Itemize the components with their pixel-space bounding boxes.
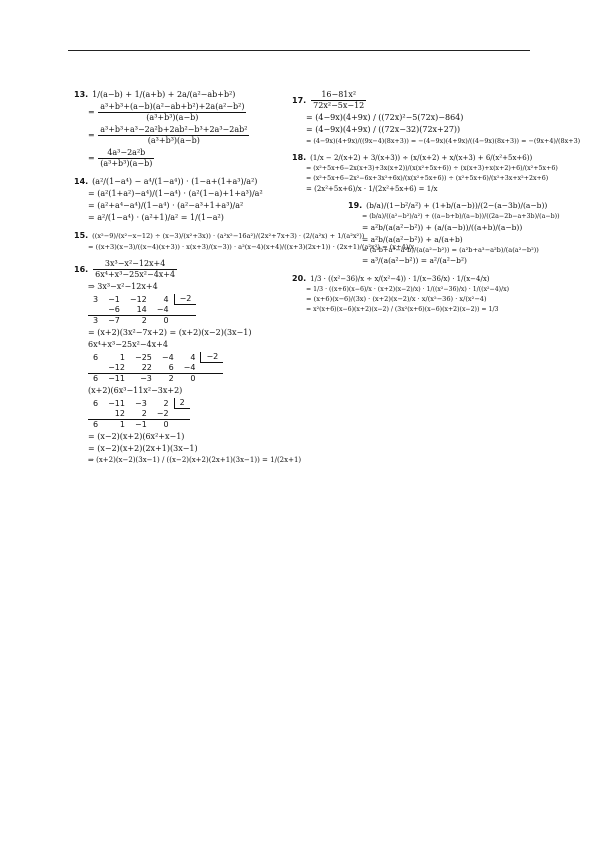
- synthetic-division: [88, 398, 190, 430]
- problem-16: [74, 259, 319, 465]
- fraction: [98, 102, 246, 123]
- step: = (x−2)(x+2)(2x+1)(3x−1): [88, 444, 198, 454]
- problem-number: 14.: [74, 177, 89, 186]
- table-cell: [88, 363, 103, 373]
- table-cell: −3: [134, 398, 147, 408]
- table-cell: 2: [163, 398, 169, 408]
- table-cell: −25: [134, 352, 152, 362]
- step: 6x⁴+x³−25x²−4x+4: [88, 340, 168, 350]
- expression: (a²/(1−a⁴) − a⁴/(1−a⁴)) · (1−a+(1+a³)/a²): [92, 177, 258, 186]
- table-cell: −7: [103, 315, 125, 326]
- table-cell: 22: [141, 363, 152, 373]
- table-cell: −2: [156, 409, 169, 419]
- step: = ((x+3)(x−3)/((x−4)(x+3)) · x(x+3)/(x−3)) · a²(x−4)(x+4)/((x+3)(2x+1)) · (2x+1)/(a²x²) = (x+4)/x: [88, 243, 415, 251]
- problem-number: 20.: [292, 273, 307, 283]
- step: = (x+6)(x−6)/(3x) · (x+2)(x−2)/x · x/(x²−36) · x/(x²−4): [306, 295, 487, 304]
- step: = (2x²+5x+6)/x · 1/(2x²+5x+6) = 1/x: [306, 184, 438, 193]
- fraction: [311, 90, 366, 111]
- table-cell: −11: [108, 398, 125, 408]
- table-cell: 4a³−2a²b: [98, 148, 154, 159]
- step: = (x−2)(x+2)(6x²+x−1): [88, 432, 185, 442]
- table-cell: 0: [179, 373, 201, 384]
- table-cell: [88, 409, 103, 419]
- table-cell: 6: [88, 373, 103, 384]
- problem-19: [292, 201, 560, 266]
- problem-number: 13.: [74, 90, 89, 99]
- step: = (a²+a⁴−a⁴)/(1−a⁴) · (a²−a³+1+a³)/a²: [88, 201, 244, 210]
- problem-20: [292, 274, 537, 314]
- step: = (b/a)/((a²−b²)/a²) + ((a−b+b)/(a−b))/((2a−2b−a+3b)/(a−b)): [362, 213, 560, 221]
- table-cell: 0: [152, 419, 174, 430]
- table-cell: 2: [157, 373, 179, 384]
- problem-18: [292, 153, 558, 193]
- table-cell: 16−81x²: [311, 90, 366, 101]
- problem-number: 19.: [348, 201, 363, 211]
- table-cell: a³+b³+a³−2a²b+2ab²−b³+2a³−2ab²: [100, 125, 248, 134]
- table-cell: −4: [183, 363, 196, 373]
- table-cell: 3: [88, 315, 103, 326]
- table-cell: (a³+b³)(a−b): [147, 136, 200, 145]
- table-cell: 4: [190, 352, 196, 362]
- table-cell: −1: [130, 419, 152, 430]
- table-cell: 14: [136, 305, 147, 315]
- table-cell: −4: [161, 352, 174, 362]
- table-cell: 72x²−5x−12: [313, 101, 365, 110]
- table-cell: 3: [93, 294, 99, 304]
- synthetic-division: [88, 294, 196, 326]
- step: = x²(x+6)(x−6)(x+2)(x−2) / (3x²(x+6)(x−6)(x+2)(x−2)) = 1/3: [306, 305, 499, 313]
- table-cell: −4: [156, 305, 169, 315]
- problem-17: [292, 90, 581, 145]
- table-cell: −3: [130, 373, 157, 384]
- step: (x+2)(6x³−11x²−3x+2): [88, 386, 183, 396]
- problem-number: 16.: [74, 264, 89, 274]
- step: ⇒ 3x³−x²−12x+4: [88, 282, 158, 292]
- table-cell: [88, 305, 103, 315]
- table-cell: 1: [119, 352, 125, 362]
- step: = (x+2)(3x²−7x+2) = (x+2)(x−2)(3x−1): [88, 328, 252, 338]
- table-cell: 2: [125, 315, 152, 326]
- table-cell: 0: [152, 315, 174, 326]
- table-cell: −2: [200, 352, 223, 363]
- synthetic-division: [88, 352, 223, 384]
- table-cell: −2: [174, 294, 197, 305]
- table-cell: 6x⁴+x³−25x²−4x+4: [95, 270, 176, 280]
- fraction: [98, 125, 249, 146]
- step: = a²b/(a(a²−b²)) + (a/(a−b))/((a+b)/(a−b)): [362, 223, 523, 233]
- step: ⇒ (x+2)(x−2)(3x−1) / ((x−2)(x+2)(2x+1)(3x−1)) = 1/(2x+1): [88, 456, 302, 465]
- table-cell: 6: [88, 419, 103, 430]
- step: = 1/3 · ((x+6)(x−6)/x · (x+2)(x−2)/x) · 1/((x²−36)/x) · 1/((x²−4)/x): [306, 285, 510, 293]
- table-cell: 6: [168, 363, 174, 373]
- expression: ((x²−9)/(x²−x−12) ÷ (x−3)/(x²+3x)) · (a²x²−16a²)/(2x²+7x+3) · (2/(a²x) + 1/(a²x²)): [92, 232, 365, 240]
- table-cell: (a³+b³)(a−b): [100, 159, 153, 168]
- table-cell: 2: [141, 409, 147, 419]
- table-cell: 12: [114, 409, 125, 419]
- table-cell: (a³+b³)(a−b): [146, 113, 199, 122]
- step: = (a²b+a³−a²b)/(a(a²−b²)) = (a²b+a³−a²b)/(a(a²−b²)): [362, 246, 539, 255]
- header-rule: [68, 50, 530, 51]
- problem-number: 18.: [292, 153, 307, 162]
- problem-number: 17.: [292, 95, 307, 105]
- expression: 1/(a−b) + 1/(a+b) + 2a/(a²−ab+b²): [92, 90, 236, 99]
- table-cell: 2: [174, 398, 190, 409]
- step: = a²b/(a(a²−b²)) + a/(a+b): [362, 234, 463, 244]
- table-cell: −12: [108, 363, 125, 373]
- table-cell: a³+b³+(a−b)(a²−ab+b²)+2a(a²−b²): [100, 102, 245, 111]
- problem-13: 13. 1/(a−b) + 1/(a+b) + 2a/(a²−ab+b²) = $\frac{\text{a³+b³+(a−b)(a²−ab+b²)+2a(a²−b²)}}{\text{(a³+b³)(a−b)}}$ = $\frac{\text{a³+b³+a³−2a²b+2ab²−b³+2a³−2ab²}}{\text{(a³+b³)(a−b)}}$ = $\frac{\text{4a³−2a²b}}{\text{(a³+b³)(a−b)}}$: [74, 90, 248, 168]
- step: = (4−9x)(4+9x) / ((72x)²−5(72x)−864): [306, 113, 464, 122]
- table-cell: −6: [108, 305, 120, 315]
- expression: 1/3 · ((x²−36)/x ÷ x/(x²−4)) · 1/(x−36/x) · 1/(x−4/x): [310, 274, 490, 283]
- step: = (a²(1+a²)−a⁴)/(1−a⁴) · (a²(1−a)+1+a³)/a²: [88, 189, 263, 198]
- step: = (x²+5x+6−2x²−6x+3x²+6x)/(x(x²+5x+6)) ÷ (x²+5x+6)/(x²+3x+x²+2x+6): [306, 174, 549, 182]
- table-cell: −11: [103, 373, 130, 384]
- problem-14: [74, 177, 319, 223]
- fraction: [98, 148, 154, 169]
- right-column: [292, 88, 581, 321]
- fraction: [93, 259, 177, 280]
- table-cell: −1: [108, 294, 120, 304]
- step: = a³/(a(a²−b²)) = a²/(a²−b²): [362, 256, 467, 266]
- expression: (b/a)/(1−b²/a²) + (1+b/(a−b))/(2−(a−3b)/(a−b)): [366, 201, 548, 211]
- problem-number: 15.: [74, 231, 89, 240]
- step: = (4−9x)(4+9x)/((9x−4)(8x+3)) = −(4−9x)(4+9x)/((4−9x)(8x+3)) = −(9x+4)/(8x+3): [306, 137, 581, 145]
- table-cell: 6: [93, 398, 99, 408]
- step: = a²/(1−a⁴) · (a²+1)/a² = 1/(1−a²): [88, 213, 224, 222]
- table-cell: 3x³−x²−12x+4: [93, 259, 177, 270]
- table-cell: 4: [163, 294, 169, 304]
- step: = (4−9x)(4+9x) / ((72x−32)(72x+27)): [306, 125, 461, 134]
- table-cell: −12: [129, 294, 147, 304]
- step: = (x²+5x+6−2x(x+3)+3x(x+2))/(x(x²+5x+6)) ÷ (x(x+3)+x(x+2)+6)/(x²+5x+6): [306, 165, 558, 172]
- expression: (1/x − 2/(x+2) + 3/(x+3)) ÷ (x/(x+2) + x/(x+3) + 6/(x²+5x+6)): [310, 154, 533, 162]
- table-cell: 1: [103, 419, 130, 430]
- table-cell: 6: [93, 352, 99, 362]
